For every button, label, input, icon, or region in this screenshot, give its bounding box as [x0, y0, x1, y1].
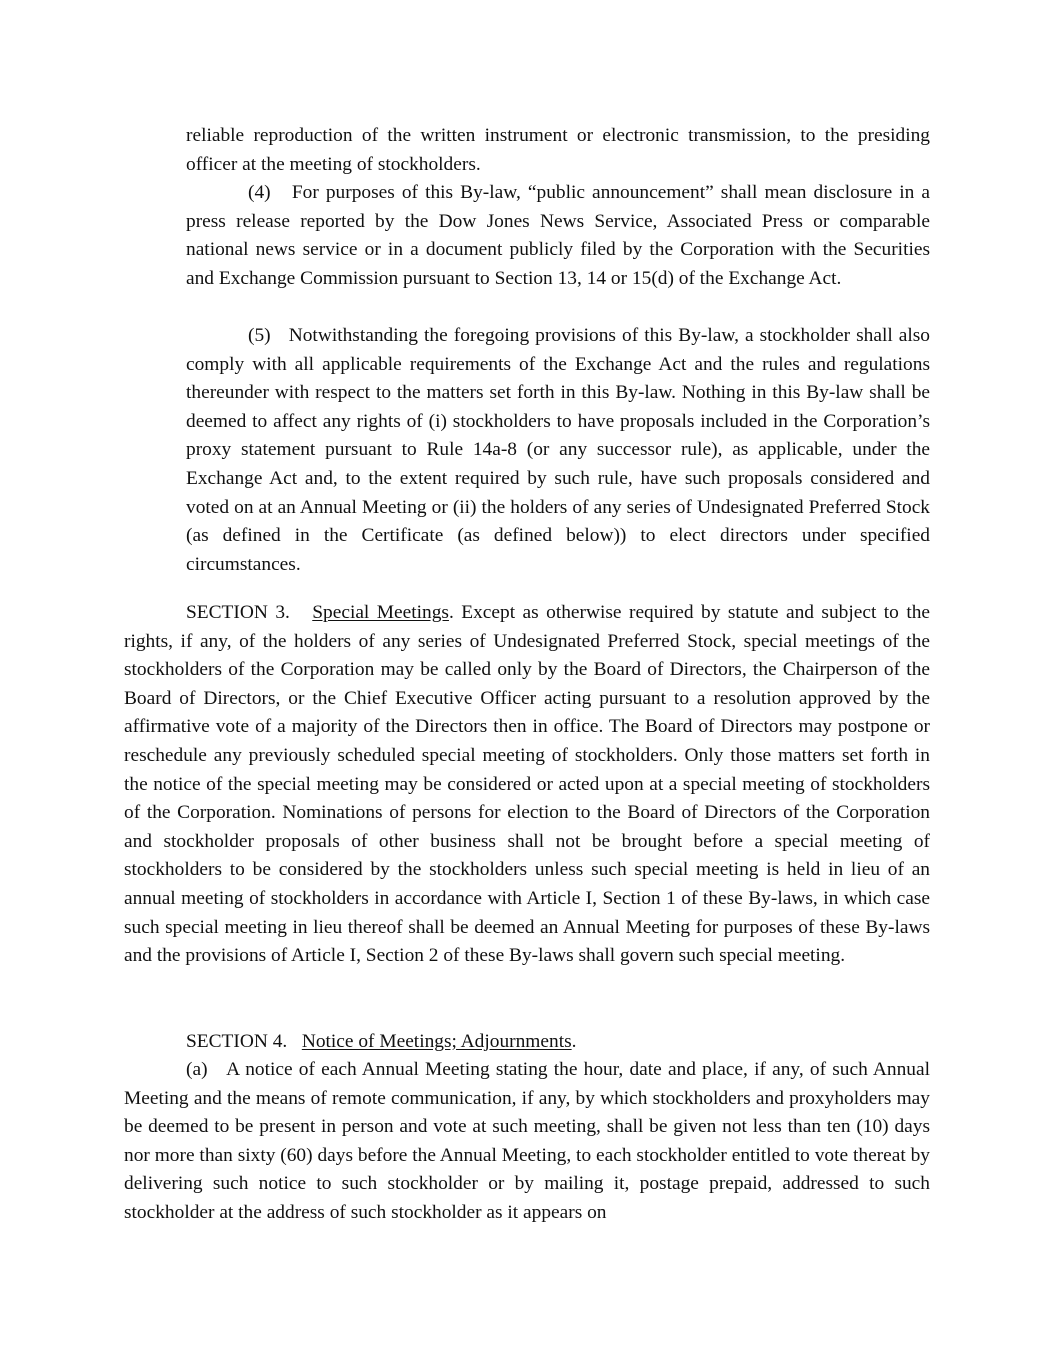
item-5-number: (5) [248, 325, 271, 346]
sub-a-text: A notice of each Annual Meeting stating the hour, date and place, if any, of such Annual Meeting and the means of remote communication, if any, by which stockholders and proxyholders may be deemed to be present in person and vote at such meeting, shall be given not less than ten (10) days nor more than sixty (60) days before the Annual Meeting, to each stockholder entitled to vote thereat by delivering such notice to such stockholder or by mailing it, postage prepaid, addressed to such stockholder at the address of such stockholder as it appears on [124, 1059, 930, 1223]
section-4-label: SECTION 4. [186, 1031, 288, 1052]
section-3-heading: Special Meetings [312, 602, 449, 623]
item-4-text: For purposes of this By-law, “public announcement” shall mean disclosure in a press release reported by the Dow Jones News Service, Associated Press or comparable national news service or in a document publicly filed by the Corporation with the Securities and Exchange Commission pursuant to Section 13, 14 or 15(d) of the Exchange Act. [186, 182, 930, 289]
section-3-label: SECTION 3. [186, 602, 290, 623]
section-4-heading-end: . [571, 1031, 577, 1052]
section-4-heading: Notice of Meetings; Adjournments [301, 1031, 572, 1052]
section-3-text: . Except as otherwise required by statute and subject to the rights, if any, of the holders of any series of Undesignated Preferred Stock, special meetings of the stockholders of the Corporation may be called only by the Board of Directors, the Chairperson of the Board of Directors, or the Chief Executive Officer acting pursuant to a resolution approved by the affirmative vote of a majority of the Directors then in office. The Board of Directors may postpone or reschedule any previously scheduled special meeting of stockholders. Only those matters set forth in the notice of the special meeting may be considered or acted upon at a special meeting of stockholders of the Corporation. Nominations of persons for election to the Board of Directors of the Corporation and stockholder proposals of other business shall not be brought before a special meeting of stockholders to be considered by the stockholders unless such special meeting is held in lieu of an annual meeting of stockholders in accordance with Article I, Section 1 of these By-laws, in which case such special meeting in lieu thereof shall be deemed an Annual Meeting for purposes of these By-laws and the provisions of Article I, Section 2 of these By-laws shall govern such special meeting. [124, 602, 931, 967]
continuation-text: reliable reproduction of the written instrument or electronic transmission, to the presiding officer at the meeting of stockholders. [186, 125, 930, 175]
section-3-paragraph [124, 599, 930, 971]
item-4-number: (4) [248, 182, 271, 203]
continuation-paragraph [186, 122, 930, 179]
paragraph-item-5 [186, 322, 930, 579]
section-4-subsection-a [124, 1056, 930, 1228]
paragraph-item-4 [186, 179, 930, 293]
sub-a-number: (a) [186, 1059, 208, 1080]
section-4-heading-line [124, 1028, 930, 1057]
item-5-text: Notwithstanding the foregoing provisions of this By-law, a stockholder shall also comply with all applicable requirements of the Exchange Act and the rules and regulations thereunder with respect to the matters set forth in this By-law. Nothing in this By-law shall be deemed to affect any rights of (i) stockholders to have proposals included in the Corporation’s proxy statement pursuant to Rule 14a-8 (or any successor rule), as applicable, under the Exchange Act and, to the extent required by such rule, have such proposals considered and voted on at an Annual Meeting or (ii) the holders of any series of Undesignated Preferred Stock (as defined in the Certificate (as defined below)) to elect directors under specified circumstances. [186, 325, 930, 575]
